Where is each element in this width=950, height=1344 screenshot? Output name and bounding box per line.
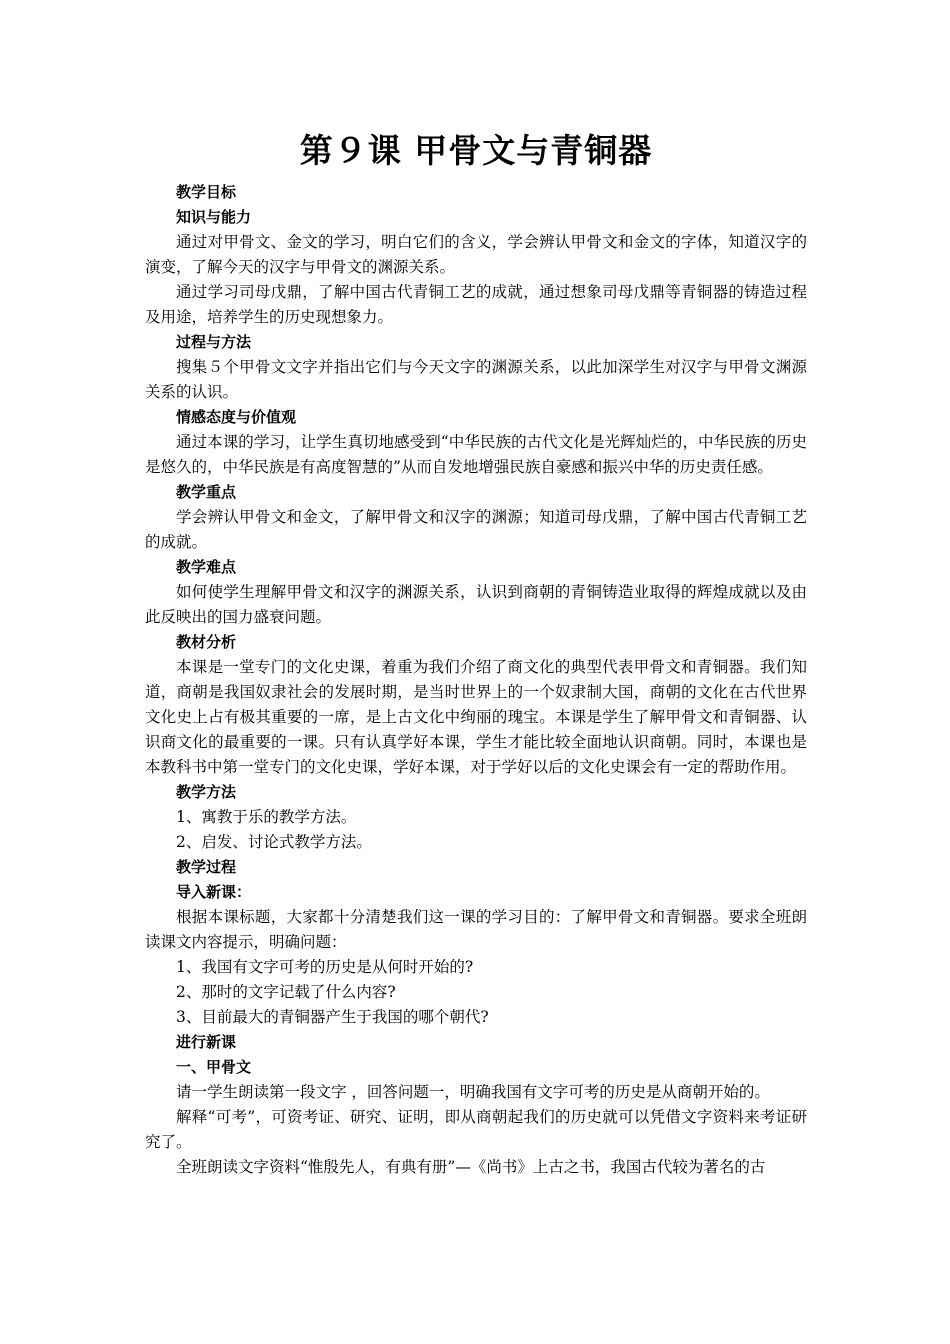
paragraph: 通过本课的学习，让学生真切地感受到“中华民族的古代文化是光辉灿烂的，中华民族的历史是悠久的，中华民族是有高度智慧的”从而自发地增强民族自豪感和振兴中华的历史责任感。 xyxy=(145,433,807,476)
section-heading: 一、甲骨文 xyxy=(176,1058,252,1076)
section-heading: 教学难点 xyxy=(176,558,237,576)
paragraph: 2、那时的文字记载了什么内容? xyxy=(176,983,396,1001)
document-body xyxy=(145,180,807,1180)
section-heading: 教学目标 xyxy=(176,183,237,201)
paragraph: 全班朗读文字资料“惟殷先人，有典有册”—《尚书》上古之书，我国古代较为著名的古 xyxy=(176,1158,766,1176)
section-heading: 教学重点 xyxy=(176,483,237,501)
paragraph: 请一学生朗读第一段文字 ，回答问题一，明确我国有文字可考的历史是从商朝开始的。 xyxy=(176,1083,770,1101)
paragraph: 2、启发、讨论式教学方法。 xyxy=(176,833,372,851)
section-heading: 进行新课 xyxy=(176,1033,237,1051)
section-heading: 情感态度与价值观 xyxy=(176,408,297,426)
section-heading: 教学方法 xyxy=(176,783,237,801)
paragraph: 1、我国有文字可考的历史是从何时开始的? xyxy=(176,958,474,976)
paragraph: 本课是一堂专门的文化史课，着重为我们介绍了商文化的典型代表甲骨文和青铜器。我们知道，商朝是我国奴隶社会的发展时期，是当时世界上的一个奴隶制大国，商朝的文化在古代世界文化史上占有极其重要的一席，是上古文化中绚丽的瑰宝。本课是学生了解甲骨文和青铜器、认识商文化的最重要的一课。只有认真学好本课，学生才能比较全面地认识商朝。同时，本课也是本教科书中第一堂专门的文化史课，学好本课，对于学好以后的文化史课会有一定的帮助作用。 xyxy=(145,658,807,776)
document-page xyxy=(145,128,807,1180)
section-heading: 教学过程 xyxy=(176,858,237,876)
section-heading: 过程与方法 xyxy=(176,333,252,351)
paragraph: 通过学习司母戊鼎，了解中国古代青铜工艺的成就，通过想象司母戊鼎等青铜器的铸造过程及用途，培养学生的历史现想象力。 xyxy=(145,283,807,326)
paragraph: 学会辨认甲骨文和金文，了解甲骨文和汉字的渊源；知道司母戊鼎，了解中国古代青铜工艺的成就。 xyxy=(145,508,807,551)
paragraph: 通过对甲骨文、金文的学习，明白它们的含义，学会辨认甲骨文和金文的字体，知道汉字的演变，了解今天的汉字与甲骨文的渊源关系。 xyxy=(145,233,807,276)
paragraph: 解释“可考”，可资考证、研究、证明，即从商朝起我们的历史就可以凭借文字资料来考证研究了。 xyxy=(145,1108,807,1151)
paragraph: 3、目前最大的青铜器产生于我国的哪个朝代? xyxy=(176,1008,489,1026)
paragraph: 搜集５个甲骨文文字并指出它们与今天文字的渊源关系，以此加深学生对汉字与甲骨文渊源关系的认识。 xyxy=(145,358,807,401)
paragraph: 根据本课标题，大家都十分清楚我们这一课的学习目的：了解甲骨文和青铜器。要求全班朗读课文内容提示，明确问题： xyxy=(145,908,807,951)
section-heading: 导入新课： xyxy=(176,883,252,901)
paragraph: 1、寓教于乐的教学方法。 xyxy=(176,808,357,826)
section-heading: 教材分析 xyxy=(176,633,237,651)
page-title: 第９课 甲骨文与青铜器 xyxy=(299,131,653,170)
section-heading: 知识与能力 xyxy=(176,208,252,226)
paragraph: 如何使学生理解甲骨文和汉字的渊源关系，认识到商朝的青铜铸造业取得的辉煌成就以及由此反映出的国力盛衰问题。 xyxy=(145,583,807,626)
